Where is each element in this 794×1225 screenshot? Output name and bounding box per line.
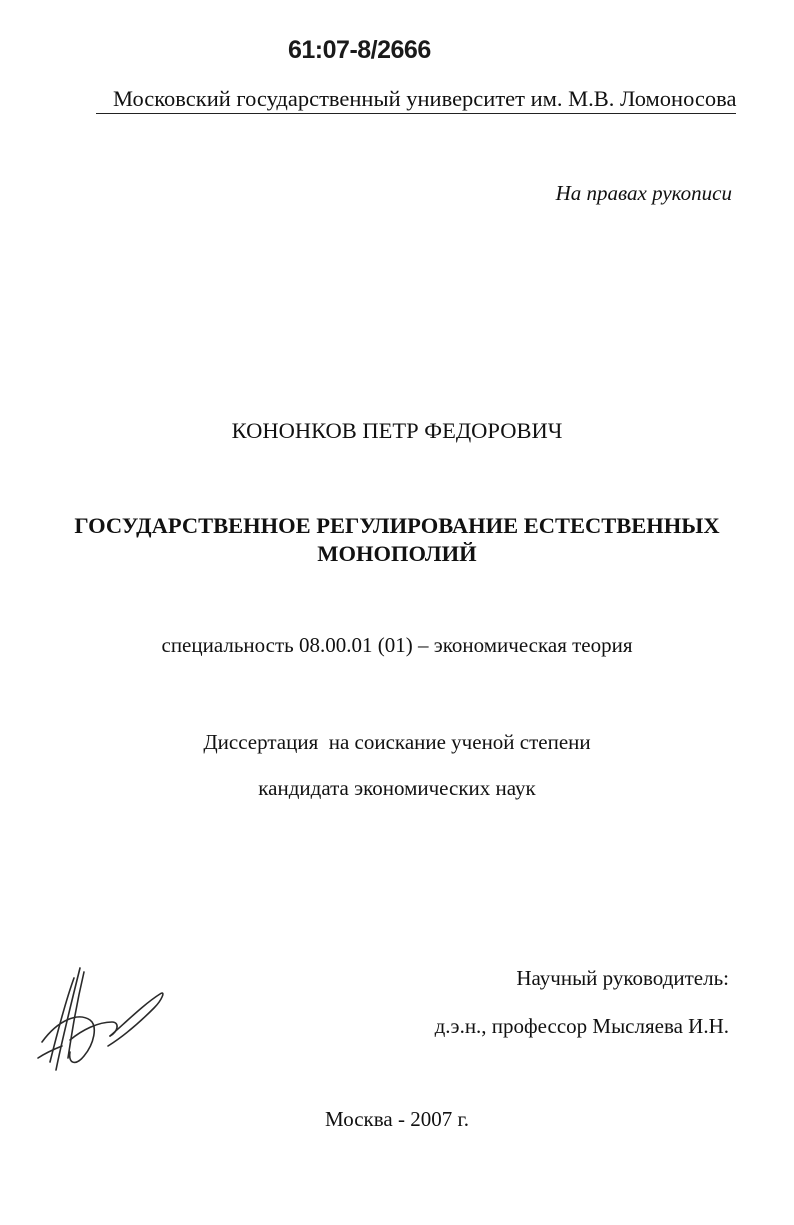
- supervisor-label: Научный руководитель:: [516, 966, 729, 990]
- dissertation-title: [0, 512, 794, 568]
- city-and-year: Москва - 2007 г.: [325, 1107, 469, 1131]
- header-underline: [96, 113, 736, 114]
- title-line-2: МОНОПОЛИЙ: [317, 541, 477, 566]
- degree-line: кандидата экономических наук: [258, 776, 536, 800]
- dissertation-statement: Диссертация на соискание ученой степени: [203, 730, 591, 754]
- title-line-1: ГОСУДАРСТВЕННОЕ РЕГУЛИРОВАНИЕ ЕСТЕСТВЕННЫХ: [74, 513, 720, 538]
- handwritten-signature: [28, 960, 168, 1080]
- supervisor-name: д.э.н., профессор Мысляева И.Н.: [434, 1014, 729, 1038]
- author-name: КОНОНКОВ ПЕТР ФЕДОРОВИЧ: [231, 418, 563, 443]
- specialty-line: специальность 08.00.01 (01) – экономическая теория: [161, 633, 633, 657]
- document-number: 61:07-8/2666: [288, 36, 431, 64]
- university-name: Московский государственный университет им. М.В. Ломоносова: [113, 86, 737, 111]
- manuscript-rights-note: На правах рукописи: [555, 181, 732, 205]
